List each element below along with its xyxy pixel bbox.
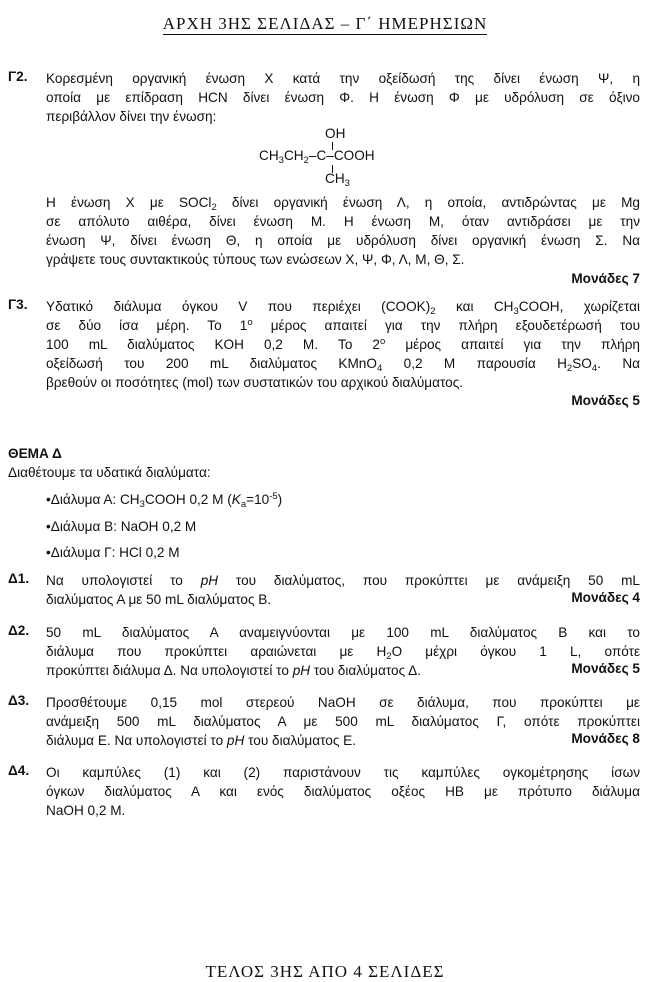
d3-marks: Μονάδες 8 [571,731,640,746]
g2-p2-line-4: γράψετε τους συντακτικούς τύπους των ενώσεων Χ, Ψ, Φ, Λ, Μ, Θ, Σ. [46,252,465,267]
formula-ch3: $CH_3$ [325,171,350,189]
g2-p2-line-1: Η ένωση Χ με SOCl$_2$ δίνει οργανική ένωση Λ, η οποία, αντιδρώντας με Mg [46,195,640,213]
g2-line-3: περιβάλλον δίνει την ένωση: [46,109,217,124]
page-footer: ΤΕΛΟΣ 3ΗΣ ΑΠΟ 4 ΣΕΛΙΔΕΣ [205,962,445,981]
page-header: ΑΡΧΗ 3ΗΣ ΣΕΛΙΔΑΣ – Γ΄ ΗΜΕΡΗΣΙΩΝ [162,14,488,33]
g2-line-2: οποία με επίδραση HCN δίνει ένωση Φ. Η ένωση Φ με υδρόλυση σε όξινο [46,90,640,105]
d4-line-3: NaOH 0,2 M. [46,803,126,818]
d4-line-1: Οι καμπύλες (1) και (2) παριστάνουν τις καμπύλες ογκομέτρησης ίσων [46,765,640,780]
d1-line-1: Να υπολογιστεί το pH του διαλύματος, που προκύπτει με ανάμειξη 50 mL [46,573,640,588]
g2-p2-line-2: σε απόλυτο αιθέρα, δίνει ένωση Μ. Η ένωση Μ, όταν αντιδράσει με την [46,214,640,229]
bullet-solution-g: •Διάλυμα Γ: HCl 0,2 M [46,545,180,560]
d1-line-2: διαλύματος Α με 50 mL διαλύματος Β. [46,592,272,607]
d2-line-3: προκύπτει διάλυμα Δ. Να υπολογιστεί το pH του διαλύματος Δ. [46,663,422,678]
g2-p2-line-3: ένωση Ψ, δίνει ένωση Θ, η οποία με υδρόλυση δίνει οργανική ένωση Σ. Να [46,233,640,248]
d2-marks: Μονάδες 5 [571,661,640,676]
d1-marks: Μονάδες 4 [571,590,640,605]
g3-line-3: 100 mL διαλύματος KOH 0,2 M. Το $2^o$ μέρος απαιτεί για την πλήρη [46,336,640,352]
d2-line-1: 50 mL διαλύματος Α αναμειγνύονται με 100 mL διαλύματος Β και το [46,625,640,640]
question-label-d4: Δ4. [8,763,30,778]
question-label-g2: Γ2. [8,69,28,84]
bullet-solution-a: •Διάλυμα Α: $CH_3COOH$ 0,2 M $(K_a=10^{-5})$ [46,491,283,510]
g3-line-1: Υδατικό διάλυμα όγκου V που περιέχει $(COOK)_2$ και $CH_3COOH$, χωρίζεται [46,299,640,317]
bullet-solution-b: •Διάλυμα Β: NaOH 0,2 M [46,519,197,534]
question-label-g3: Γ3. [8,297,28,312]
formula-oh: OH [325,126,346,141]
question-label-d1: Δ1. [8,571,30,586]
formula-main-chain: $CH_3CH_2-C$–COOH [259,148,375,166]
g3-line-5: βρεθούν οι ποσότητες (mol) των συστατικών του αρχικού διαλύματος. [46,375,464,390]
question-label-d3: Δ3. [8,693,30,708]
g3-line-2: σε δύο ίσα μέρη. Το $1^o$ μέρος απαιτεί για την πλήρη εξουδετέρωσή του [46,317,641,333]
d4-line-2: όγκων διαλύματος Α και ενός διαλύματος οξέος ΗΒ με πρότυπο διάλυμα [46,784,640,799]
thema-d-intro: Διαθέτουμε τα υδατικά διαλύματα: [8,465,211,480]
g2-line-1: Κορεσμένη οργανική ένωση Χ κατά την οξείδωσή της δίνει ένωση Ψ, η [46,71,640,86]
g2-marks: Μονάδες 7 [571,271,640,286]
g3-marks: Μονάδες 5 [571,393,640,408]
section-title-thema-d: ΘΕΜΑ Δ [8,446,62,461]
d3-line-3: διάλυμα Ε. Να υπολογιστεί το pH του διαλύματος Ε. [46,733,356,748]
question-label-d2: Δ2. [8,623,30,638]
d2-line-2: διάλυμα που προκύπτει αραιώνεται με $H_2O$ μέχρι όγκου 1 L, οπότε [46,644,640,662]
d3-line-2: ανάμειξη 500 mL διαλύματος Α με 500 mL διαλύματος Γ, οπότε προκύπτει [46,714,640,729]
d3-line-1: Προσθέτουμε 0,15 mol στερεού NaOH σε διάλυμα, που προκύπτει με [46,695,640,710]
g3-line-4: οξείδωσή του 200 mL διαλύματος KMnO$_4$ 0,2 M παρουσία $H_2SO_4$. Να [46,356,640,374]
